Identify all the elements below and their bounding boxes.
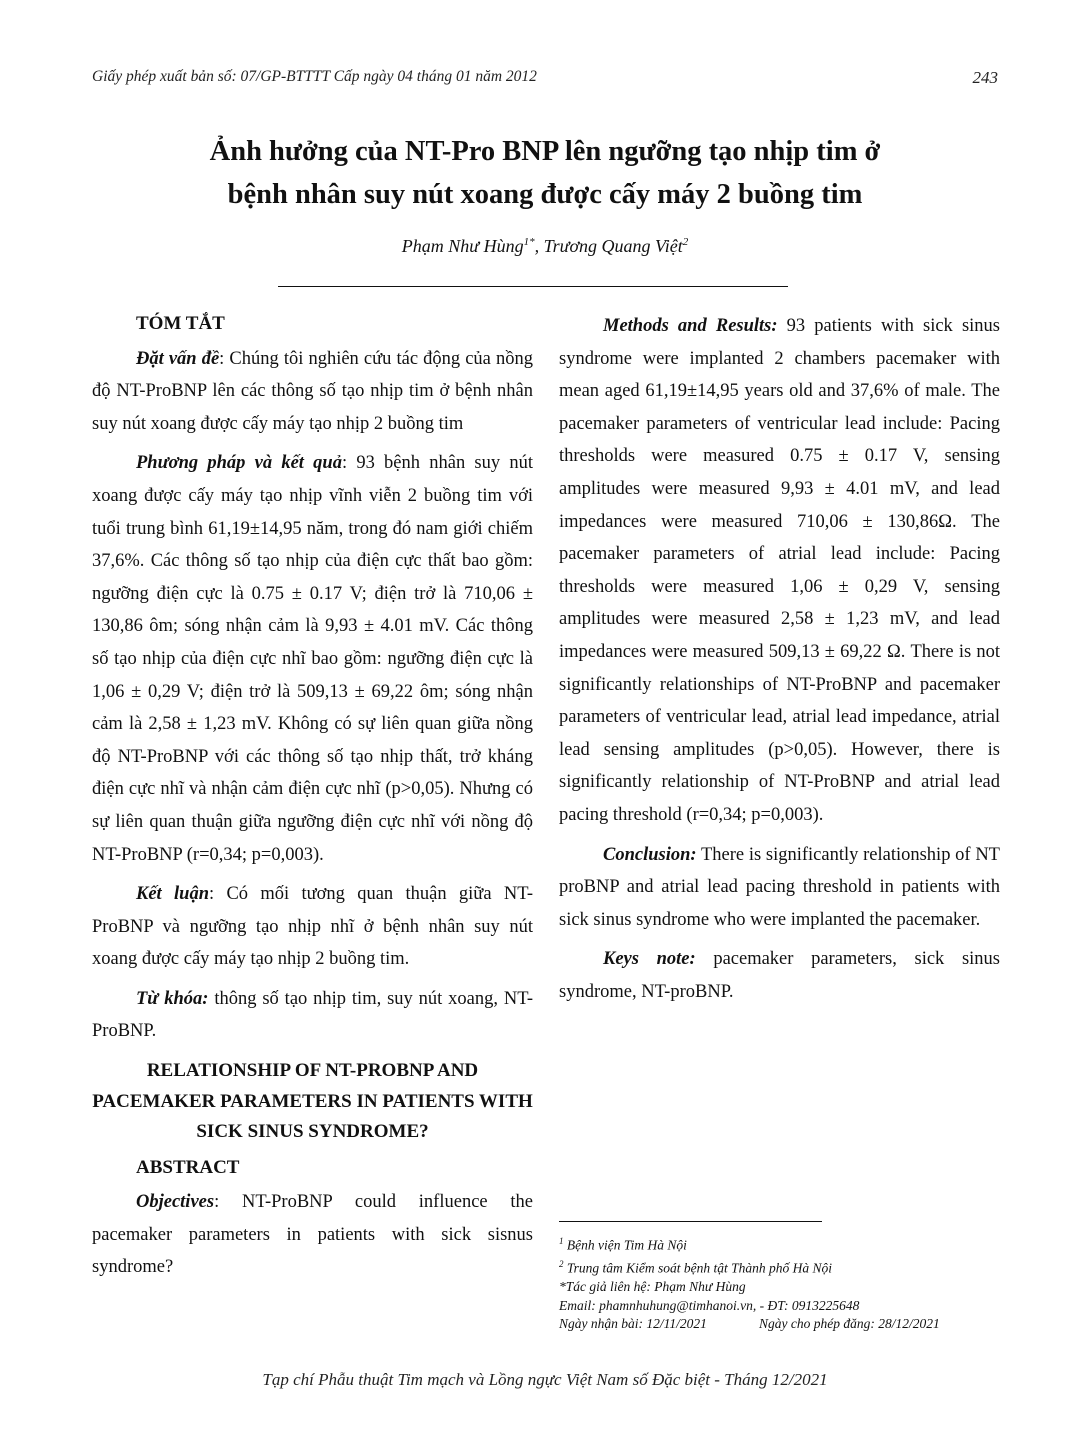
author-1: Phạm Như Hùng (401, 236, 524, 256)
vn-conclusion-text: : Có mối tương quan thuận giữa NT-ProBNP và ngưỡng tạo nhịp nhĩ ở bệnh nhân suy nút xoang được cấy máy tạo nhịp 2 buồng tim. (92, 884, 533, 970)
en-objectives-text: : NT-ProBNP could influence the pacemaker parameters in patients with sick sisnus syndrome? (92, 1192, 533, 1278)
vn-methods-label: Phương pháp và kết quả (136, 453, 342, 474)
footnote-divider (559, 1221, 822, 1222)
en-keywords-paragraph (559, 943, 1000, 1008)
footnote-affiliation-1 (559, 1232, 999, 1255)
footnote-1-text: Bệnh viện Tim Hà Nội (563, 1237, 687, 1253)
footnotes (559, 1232, 999, 1334)
vn-background-text: : Chúng tôi nghiên cứu tác động của nồng độ NT-ProBNP lên các thông số tạo nhịp tim ở bệnh nhân suy nút xoang được cấy máy tạo nhịp 2 buồng tim (92, 348, 533, 434)
footnote-2-text: Trung tâm Kiểm soát bệnh tật Thành phố Hà Nội (563, 1260, 833, 1276)
author-2: Trương Quang Việt (543, 236, 683, 256)
footnote-1-marker: 1 (559, 1236, 564, 1246)
vn-methods-text: : 93 bệnh nhân suy nút xoang được cấy máy tạo nhịp vĩnh viễn 2 buồng tim với tuổi trung bình 61,19±14,95 năm, trong đó nam giới chiếm 37,6%. Các thông số tạo nhịp của điện cực thất bao gồm: ngưỡng điện cực là 0.75 ± 0.17 V; điện trở là 710,06 ± 130,86 ôm; sóng nhận cảm là 9,93 ± 4.01 mV. Các thông số tạo nhịp của điện cực nhĩ bao gồm: ngưỡng điện cực là 1,06 ± 0,29 V; điện trở là 509,13 ± 69,22 ôm; sóng nhận cảm là 2,58 ± 1,23 mV. Không có sự liên quan giữa nồng độ NT-ProBNP với các thông số tạo nhịp thất, trở kháng điện cực nhĩ và nhận cảm điện cực nhĩ (p>0,05). Nhưng có sự liên quan thuận giữa ngưỡng điện cực nhĩ với nồng độ NT-ProBNP (r=0,34; p=0,003). (92, 453, 534, 865)
footnote-2-marker: 2 (559, 1259, 564, 1270)
en-abstract-heading: ABSTRACT (136, 1156, 240, 1178)
title-line-1: Ảnh hưởng của NT-Pro BNP lên ngưỡng tạo nhịp tim ở (209, 136, 881, 167)
vn-keywords-label: Từ khóa: (136, 988, 209, 1009)
en-objectives-label: Objectives (136, 1192, 215, 1213)
en-keywords-text: pacemaker parameters, sick sinus syndrome, NT-proBNP. (559, 949, 1001, 1002)
vn-keywords-paragraph (92, 983, 533, 1048)
en-keywords-label: Keys note: (603, 949, 696, 970)
vn-background-paragraph (92, 343, 533, 441)
running-footer: Tạp chí Phẫu thuật Tim mạch và Lồng ngực Việt Nam số Đặc biệt - Tháng 12/2021 (262, 1370, 828, 1389)
author-separator: , (534, 236, 544, 256)
vn-conclusion-paragraph (92, 878, 533, 976)
left-column (92, 308, 533, 1291)
author-2-affiliation: 2 (682, 236, 689, 248)
title-line-2: bệnh nhân suy nút xoang được cấy máy 2 buồng tim (227, 179, 863, 210)
footnote-received-date: Ngày nhận bài: 12/11/2021 (559, 1316, 707, 1332)
en-methods-label: Methods and Results: (603, 316, 778, 336)
en-methods-text: 93 patients with sick sinus syndrome were implanted 2 chambers pacemaker with mean aged 61,19±14,95 years old and 37,6% of male. The pacemaker parameters of ventricular lead include: Pacing thresholds were measured 0.75 ± 0.17 V, sensing amplitudes were measured 9,93 ± 4.01 mV, and lead impedances were measured 710,06 ± 130,86Ω. The pacemaker parameters of atrial lead include: Pacing thresholds were measured 1,06 ± 0,29 V, sensing amplitudes were measured 2,58 ± 1,23 mV, and lead impedances were measured 509,13 ± 69,22 Ω. There is not significantly relationships of NT-ProBNP and pacemaker parameters of ventricular lead, atrial lead impedance, atrial lead sensing amplitudes (p>0,05). However, there is significantly relationship of NT-ProBNP and atrial lead pacing threshold (r=0,34; p=0,003). (559, 316, 1000, 825)
article-title (100, 130, 990, 216)
author-list (0, 236, 1090, 257)
running-header (92, 68, 998, 86)
license-line: Giấy phép xuất bản số: 07/GP-BTTTT Cấp ngày 04 tháng 01 năm 2012 (92, 68, 537, 85)
title-divider (278, 286, 788, 287)
vn-methods-paragraph (92, 447, 533, 871)
right-column (559, 310, 1000, 1015)
author-1-affiliation: 1* (523, 236, 535, 248)
vn-keywords-text: thông số tạo nhịp tim, suy nút xoang, NT-ProBNP. (92, 988, 533, 1042)
footnote-accepted-date: Ngày cho phép đăng: 28/12/2021 (759, 1316, 940, 1332)
vn-abstract-heading: TÓM TẮT (136, 313, 225, 334)
english-title: RELATIONSHIP OF NT-PROBNP AND PACEMAKER PARAMETERS IN PATIENTS WITH SICK SINUS SYNDROME? (92, 1060, 533, 1143)
en-objectives-paragraph (92, 1186, 533, 1284)
en-conclusion-label: Conclusion: (603, 844, 697, 865)
vn-background-label: Đặt vấn đề (136, 348, 220, 369)
en-conclusion-paragraph (559, 839, 1000, 937)
footnote-dates (559, 1315, 999, 1334)
page-number: 243 (972, 68, 998, 87)
footnote-corresponding-author: *Tác giả liên hệ: Phạm Như Hùng (559, 1279, 746, 1295)
en-methods-paragraph (559, 310, 1000, 832)
footnote-affiliation-2 (559, 1255, 999, 1278)
en-conclusion-text: There is significantly relationship of NT proBNP and atrial lead pacing threshold in patients with sick sinus syndrome who were implanted the pacemaker. (559, 844, 1000, 930)
footnote-contact: Email: phamnhuhung@timhanoi.vn, - ĐT: 0913225648 (559, 1297, 860, 1313)
vn-conclusion-label: Kết luận (136, 884, 209, 905)
